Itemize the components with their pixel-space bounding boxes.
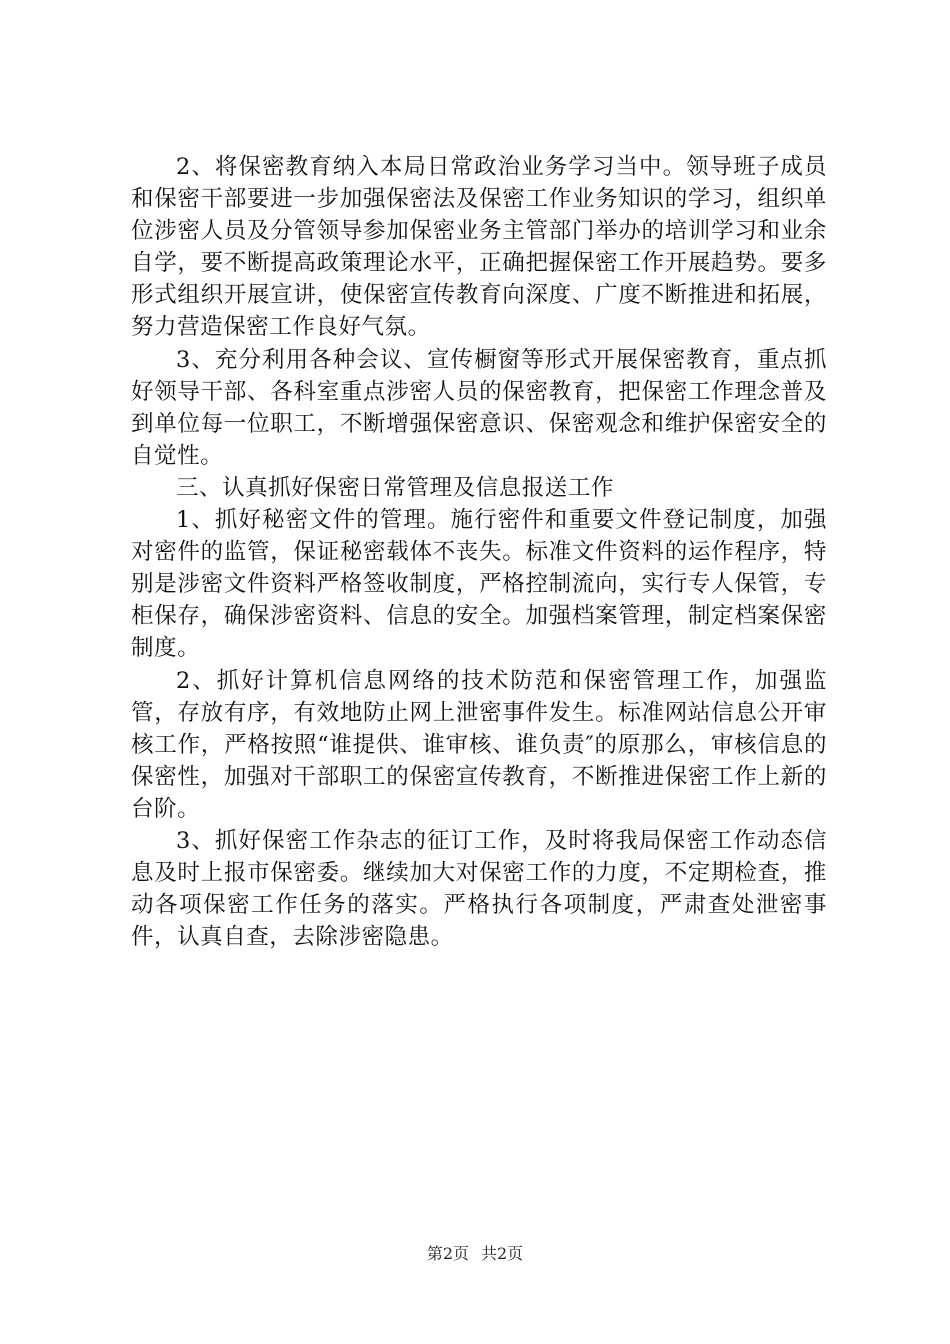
page-number-total: 共2页 xyxy=(481,1244,524,1263)
paragraph-section3-item-1: 1、抓好秘密文件的管理。施行密件和重要文件登记制度，加强对密件的监管，保证秘密载体不丧失。标准文件资料的运作程序，特别是涉密文件资料严格签收制度，严格控制流向，实行专人保管，专柜保存，确保涉密资料、信息的安全。加强档案管理，制定档案保密制度。 xyxy=(131,507,827,662)
document-body xyxy=(131,151,827,953)
paragraph-item-3: 3、充分利用各种会议、宣传橱窗等形式开展保密教育，重点抓好领导干部、各科室重点涉密人员的保密教育，把保密工作理念普及到单位每一位职工，不断增强保密意识、保密观念和维护保密安全的自觉性。 xyxy=(131,346,827,469)
section-heading: 三、认真抓好保密日常管理及信息报送工作 xyxy=(176,474,614,501)
page-number-current: 第2页 xyxy=(426,1244,469,1263)
paragraph-section3-item-3: 3、抓好保密工作杂志的征订工作，及时将我局保密工作动态信息及时上报市保密委。继续加大对保密工作的力度，不定期检查，推动各项保密工作任务的落实。严格执行各项制度，严肃查处泄密事件，认真自查，去除涉密隐患。 xyxy=(131,827,827,951)
page-footer xyxy=(0,1244,950,1264)
paragraph-section3-item-2: 2、抓好计算机信息网络的技术防范和保密管理工作，加强监管，存放有序，有效地防止网上泄密事件发生。标准网站信息公开审核工作，严格按照“谁提供、谁审核、谁负责″的原那么，审核信息的保密性，加强对干部职工的保密宣传教育，不断推进保密工作上新的台阶。 xyxy=(131,667,827,822)
paragraph-item-2: 2、将保密教育纳入本局日常政治业务学习当中。领导班子成员和保密干部要进一步加强保密法及保密工作业务知识的学习，组织单位涉密人员及分管领导参加保密业务主管部门举办的培训学习和业余自学，要不断提高政策理论水平，正确把握保密工作开展趋势。要多形式组织开展宣讲，使保密宣传教育向深度、广度不断推进和拓展，努力营造保密工作良好气氛。 xyxy=(131,154,827,341)
